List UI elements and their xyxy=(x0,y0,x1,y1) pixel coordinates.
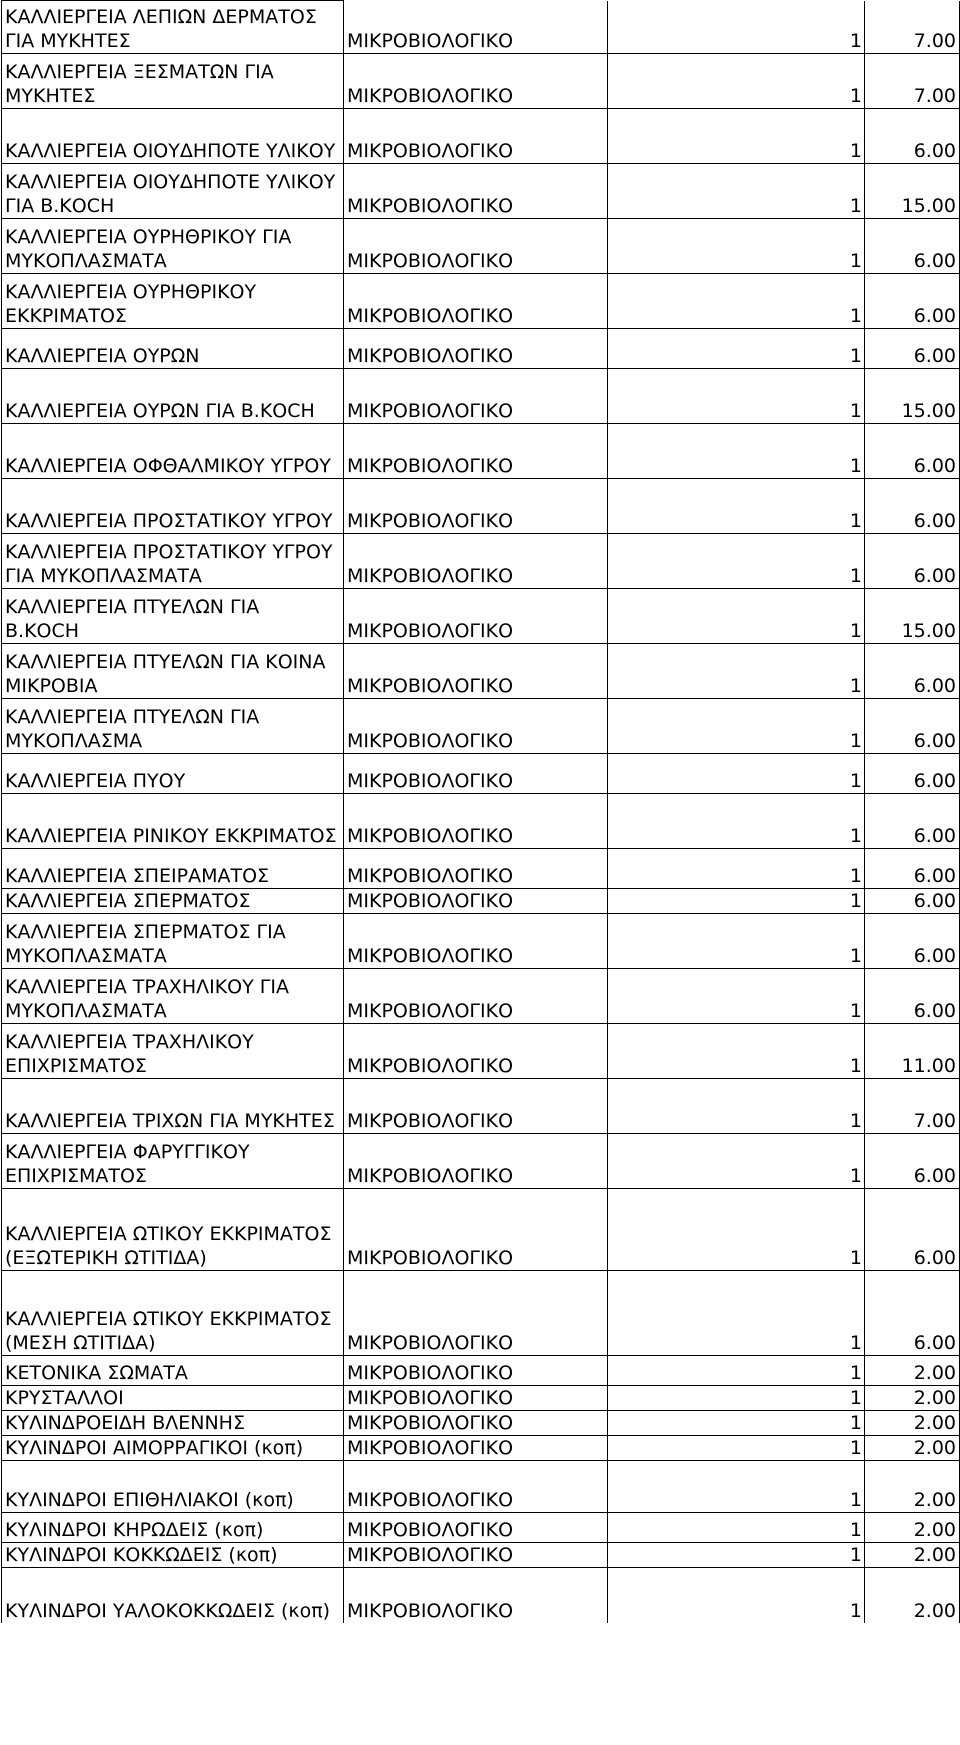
category-cell: ΜΙΚΡΟΒΙΟΛΟΓΙΚΟ xyxy=(344,914,608,969)
quantity-cell: 1 xyxy=(608,699,865,754)
test-name-cell: ΚΥΛΙΝΔΡΟΕΙΔΗ ΒΛΕΝΝΗΣ xyxy=(2,1411,344,1436)
category-cell: ΜΙΚΡΟΒΙΟΛΟΓΙΚΟ xyxy=(344,424,608,479)
price-cell: 2.00 xyxy=(865,1513,960,1543)
table-row xyxy=(2,1271,960,1356)
table-row xyxy=(2,589,960,644)
quantity-cell: 1 xyxy=(608,589,865,644)
test-name-cell: ΚΥΛΙΝΔΡΟΙ ΑΙΜΟΡΡΑΓΙΚΟΙ (κοπ) xyxy=(2,1436,344,1461)
quantity-cell: 1 xyxy=(608,369,865,424)
test-name-cell: ΚΑΛΛΙΕΡΓΕΙΑ ΦΑΡΥΓΓΙΚΟΥ ΕΠΙΧΡΙΣΜΑΤΟΣ xyxy=(2,1134,344,1189)
quantity-cell: 1 xyxy=(608,1436,865,1461)
category-cell: ΜΙΚΡΟΒΙΟΛΟΓΙΚΟ xyxy=(344,1134,608,1189)
table-row xyxy=(2,914,960,969)
price-cell: 6.00 xyxy=(865,479,960,534)
quantity-cell: 1 xyxy=(608,219,865,274)
table-row xyxy=(2,889,960,914)
quantity-cell: 1 xyxy=(608,1356,865,1386)
category-cell: ΜΙΚΡΟΒΙΟΛΟΓΙΚΟ xyxy=(344,1411,608,1436)
category-cell: ΜΙΚΡΟΒΙΟΛΟΓΙΚΟ xyxy=(344,969,608,1024)
test-name-cell: ΚΥΛΙΝΔΡΟΙ ΥΑΛΟΚΟΚΚΩΔΕΙΣ (κοπ) xyxy=(2,1568,344,1623)
table-row xyxy=(2,369,960,424)
price-cell: 2.00 xyxy=(865,1568,960,1623)
price-cell: 7.00 xyxy=(865,1079,960,1134)
table-row xyxy=(2,849,960,889)
category-cell: ΜΙΚΡΟΒΙΟΛΟΓΙΚΟ xyxy=(344,1189,608,1271)
test-name-cell: ΚΑΛΛΙΕΡΓΕΙΑ ΠΡΟΣΤΑΤΙΚΟΥ ΥΓΡΟΥ ΓΙΑ ΜΥΚΟΠΛΑΣΜΑΤΑ xyxy=(2,534,344,589)
test-name-cell: ΚΑΛΛΙΕΡΓΕΙΑ ΩΤΙΚΟΥ ΕΚΚΡΙΜΑΤΟΣ (ΕΞΩΤΕΡΙΚΗ ΩΤΙΤΙΔΑ) xyxy=(2,1189,344,1271)
table-row xyxy=(2,219,960,274)
category-cell: ΜΙΚΡΟΒΙΟΛΟΓΙΚΟ xyxy=(344,889,608,914)
table-row xyxy=(2,479,960,534)
category-cell: ΜΙΚΡΟΒΙΟΛΟΓΙΚΟ xyxy=(344,1543,608,1568)
price-cell: 6.00 xyxy=(865,644,960,699)
test-name-cell: ΚΥΛΙΝΔΡΟΙ ΕΠΙΘΗΛΙΑΚΟΙ (κοπ) xyxy=(2,1461,344,1513)
category-cell: ΜΙΚΡΟΒΙΟΛΟΓΙΚΟ xyxy=(344,1356,608,1386)
quantity-cell: 1 xyxy=(608,109,865,164)
test-name-cell: ΚΥΛΙΝΔΡΟΙ ΚΟΚΚΩΔΕΙΣ (κοπ) xyxy=(2,1543,344,1568)
quantity-cell: 1 xyxy=(608,754,865,794)
table-row xyxy=(2,54,960,109)
table-row xyxy=(2,424,960,479)
test-name-cell: ΚΑΛΛΙΕΡΓΕΙΑ ΞΕΣΜΑΤΩΝ ΓΙΑ ΜΥΚΗΤΕΣ xyxy=(2,54,344,109)
table-row xyxy=(2,969,960,1024)
table-row xyxy=(2,1543,960,1568)
table-row xyxy=(2,1189,960,1271)
test-name-cell: ΚΑΛΛΙΕΡΓΕΙΑ ΤΡΑΧΗΛΙΚΟΥ ΓΙΑ ΜΥΚΟΠΛΑΣΜΑΤΑ xyxy=(2,969,344,1024)
table-row xyxy=(2,794,960,849)
table-row xyxy=(2,1411,960,1436)
test-name-cell: ΚΑΛΛΙΕΡΓΕΙΑ ΣΠΕΡΜΑΤΟΣ ΓΙΑ ΜΥΚΟΠΛΑΣΜΑΤΑ xyxy=(2,914,344,969)
price-cell: 6.00 xyxy=(865,754,960,794)
price-cell: 6.00 xyxy=(865,1189,960,1271)
table-row xyxy=(2,109,960,164)
price-cell: 6.00 xyxy=(865,794,960,849)
price-cell: 2.00 xyxy=(865,1461,960,1513)
quantity-cell: 1 xyxy=(608,1386,865,1411)
category-cell: ΜΙΚΡΟΒΙΟΛΟΓΙΚΟ xyxy=(344,1568,608,1623)
category-cell: ΜΙΚΡΟΒΙΟΛΟΓΙΚΟ xyxy=(344,164,608,219)
category-cell: ΜΙΚΡΟΒΙΟΛΟΓΙΚΟ xyxy=(344,849,608,889)
price-cell: 15.00 xyxy=(865,589,960,644)
price-cell: 7.00 xyxy=(865,1,960,54)
category-cell: ΜΙΚΡΟΒΙΟΛΟΓΙΚΟ xyxy=(344,274,608,329)
table-row xyxy=(2,644,960,699)
table-row xyxy=(2,1436,960,1461)
category-cell: ΜΙΚΡΟΒΙΟΛΟΓΙΚΟ xyxy=(344,1024,608,1079)
category-cell: ΜΙΚΡΟΒΙΟΛΟΓΙΚΟ xyxy=(344,644,608,699)
quantity-cell: 1 xyxy=(608,329,865,369)
quantity-cell: 1 xyxy=(608,849,865,889)
test-name-cell: ΚΑΛΛΙΕΡΓΕΙΑ ΣΠΕΙΡΑΜΑΤΟΣ xyxy=(2,849,344,889)
quantity-cell: 1 xyxy=(608,1568,865,1623)
quantity-cell: 1 xyxy=(608,1079,865,1134)
price-cell: 6.00 xyxy=(865,424,960,479)
quantity-cell: 1 xyxy=(608,889,865,914)
quantity-cell: 1 xyxy=(608,534,865,589)
price-cell: 6.00 xyxy=(865,219,960,274)
price-cell: 2.00 xyxy=(865,1436,960,1461)
test-name-cell: ΚΑΛΛΙΕΡΓΕΙΑ ΤΡΑΧΗΛΙΚΟΥ ΕΠΙΧΡΙΣΜΑΤΟΣ xyxy=(2,1024,344,1079)
quantity-cell: 1 xyxy=(608,1271,865,1356)
table-row xyxy=(2,274,960,329)
category-cell: ΜΙΚΡΟΒΙΟΛΟΓΙΚΟ xyxy=(344,54,608,109)
price-cell: 6.00 xyxy=(865,1134,960,1189)
table-row xyxy=(2,1568,960,1623)
table-row xyxy=(2,754,960,794)
price-cell: 2.00 xyxy=(865,1543,960,1568)
category-cell: ΜΙΚΡΟΒΙΟΛΟΓΙΚΟ xyxy=(344,1461,608,1513)
quantity-cell: 1 xyxy=(608,1134,865,1189)
quantity-cell: 1 xyxy=(608,914,865,969)
price-cell: 6.00 xyxy=(865,534,960,589)
price-table-body xyxy=(2,1,960,1623)
test-name-cell: ΚΑΛΛΙΕΡΓΕΙΑ ΠΡΟΣΤΑΤΙΚΟΥ ΥΓΡΟΥ xyxy=(2,479,344,534)
test-name-cell: ΚΑΛΛΙΕΡΓΕΙΑ ΩΤΙΚΟΥ ΕΚΚΡΙΜΑΤΟΣ (ΜΕΣΗ ΩΤΙΤΙΔΑ) xyxy=(2,1271,344,1356)
category-cell: ΜΙΚΡΟΒΙΟΛΟΓΙΚΟ xyxy=(344,589,608,644)
category-cell: ΜΙΚΡΟΒΙΟΛΟΓΙΚΟ xyxy=(344,1271,608,1356)
table-row xyxy=(2,1024,960,1079)
test-name-cell: ΚΑΛΛΙΕΡΓΕΙΑ ΟΦΘΑΛΜΙΚΟΥ ΥΓΡΟΥ xyxy=(2,424,344,479)
quantity-cell: 1 xyxy=(608,1461,865,1513)
category-cell: ΜΙΚΡΟΒΙΟΛΟΓΙΚΟ xyxy=(344,794,608,849)
table-row xyxy=(2,1,960,54)
price-table xyxy=(1,0,960,1623)
test-name-cell: ΚΥΛΙΝΔΡΟΙ ΚΗΡΩΔΕΙΣ (κοπ) xyxy=(2,1513,344,1543)
price-cell: 6.00 xyxy=(865,889,960,914)
table-row xyxy=(2,1386,960,1411)
price-cell: 7.00 xyxy=(865,54,960,109)
category-cell: ΜΙΚΡΟΒΙΟΛΟΓΙΚΟ xyxy=(344,369,608,424)
table-row xyxy=(2,1513,960,1543)
test-name-cell: ΚΑΛΛΙΕΡΓΕΙΑ ΟΥΡΗΘΡΙΚΟΥ ΕΚΚΡΙΜΑΤΟΣ xyxy=(2,274,344,329)
quantity-cell: 1 xyxy=(608,164,865,219)
quantity-cell: 1 xyxy=(608,644,865,699)
test-name-cell: ΚΑΛΛΙΕΡΓΕΙΑ ΟΥΡΗΘΡΙΚΟΥ ΓΙΑ ΜΥΚΟΠΛΑΣΜΑΤΑ xyxy=(2,219,344,274)
test-name-cell: ΚΑΛΛΙΕΡΓΕΙΑ ΠΤΥΕΛΩΝ ΓΙΑ Β.ΚΟCH xyxy=(2,589,344,644)
quantity-cell: 1 xyxy=(608,1543,865,1568)
quantity-cell: 1 xyxy=(608,274,865,329)
quantity-cell: 1 xyxy=(608,794,865,849)
price-cell: 6.00 xyxy=(865,329,960,369)
price-cell: 6.00 xyxy=(865,699,960,754)
test-name-cell: ΚΑΛΛΙΕΡΓΕΙΑ ΠΥΟΥ xyxy=(2,754,344,794)
table-row xyxy=(2,164,960,219)
test-name-cell: ΚΑΛΛΙΕΡΓΕΙΑ ΤΡΙΧΩΝ ΓΙΑ ΜΥΚΗΤΕΣ xyxy=(2,1079,344,1134)
price-cell: 2.00 xyxy=(865,1386,960,1411)
quantity-cell: 1 xyxy=(608,1513,865,1543)
price-cell: 11.00 xyxy=(865,1024,960,1079)
test-name-cell: ΚΑΛΛΙΕΡΓΕΙΑ ΟΙΟΥΔΗΠΟΤΕ ΥΛΙΚΟΥ ΓΙΑ Β.ΚΟCH xyxy=(2,164,344,219)
table-row xyxy=(2,699,960,754)
test-name-cell: ΚΑΛΛΙΕΡΓΕΙΑ ΟΙΟΥΔΗΠΟΤΕ ΥΛΙΚΟΥ xyxy=(2,109,344,164)
table-row xyxy=(2,534,960,589)
category-cell: ΜΙΚΡΟΒΙΟΛΟΓΙΚΟ xyxy=(344,479,608,534)
category-cell: ΜΙΚΡΟΒΙΟΛΟΓΙΚΟ xyxy=(344,1386,608,1411)
test-name-cell: ΚΑΛΛΙΕΡΓΕΙΑ ΠΤΥΕΛΩΝ ΓΙΑ ΚΟΙΝΑ ΜΙΚΡΟΒΙΑ xyxy=(2,644,344,699)
table-row xyxy=(2,1461,960,1513)
price-cell: 6.00 xyxy=(865,914,960,969)
price-cell: 15.00 xyxy=(865,164,960,219)
test-name-cell: ΚΡΥΣΤΑΛΛΟΙ xyxy=(2,1386,344,1411)
test-name-cell: ΚΑΛΛΙΕΡΓΕΙΑ ΡΙΝΙΚΟΥ ΕΚΚΡΙΜΑΤΟΣ xyxy=(2,794,344,849)
price-cell: 6.00 xyxy=(865,1271,960,1356)
price-cell: 2.00 xyxy=(865,1411,960,1436)
test-name-cell: ΚΕΤΟΝΙΚΑ ΣΩΜΑΤΑ xyxy=(2,1356,344,1386)
test-name-cell: ΚΑΛΛΙΕΡΓΕΙΑ ΠΤΥΕΛΩΝ ΓΙΑ ΜΥΚΟΠΛΑΣΜΑ xyxy=(2,699,344,754)
quantity-cell: 1 xyxy=(608,479,865,534)
test-name-cell: ΚΑΛΛΙΕΡΓΕΙΑ ΟΥΡΩΝ ΓΙΑ Β.ΚΟCH xyxy=(2,369,344,424)
quantity-cell: 1 xyxy=(608,54,865,109)
quantity-cell: 1 xyxy=(608,1411,865,1436)
price-cell: 2.00 xyxy=(865,1356,960,1386)
table-row xyxy=(2,1134,960,1189)
price-cell: 6.00 xyxy=(865,274,960,329)
category-cell: ΜΙΚΡΟΒΙΟΛΟΓΙΚΟ xyxy=(344,699,608,754)
category-cell: ΜΙΚΡΟΒΙΟΛΟΓΙΚΟ xyxy=(344,1079,608,1134)
quantity-cell: 1 xyxy=(608,424,865,479)
quantity-cell: 1 xyxy=(608,1189,865,1271)
category-cell: ΜΙΚΡΟΒΙΟΛΟΓΙΚΟ xyxy=(344,534,608,589)
table-row xyxy=(2,329,960,369)
price-cell: 15.00 xyxy=(865,369,960,424)
quantity-cell: 1 xyxy=(608,1024,865,1079)
price-cell: 6.00 xyxy=(865,109,960,164)
category-cell: ΜΙΚΡΟΒΙΟΛΟΓΙΚΟ xyxy=(344,329,608,369)
table-row xyxy=(2,1079,960,1134)
test-name-cell: ΚΑΛΛΙΕΡΓΕΙΑ ΛΕΠΙΩΝ ΔΕΡΜΑΤΟΣ ΓΙΑ ΜΥΚΗΤΕΣ xyxy=(2,1,344,54)
quantity-cell: 1 xyxy=(608,969,865,1024)
category-cell: ΜΙΚΡΟΒΙΟΛΟΓΙΚΟ xyxy=(344,754,608,794)
test-name-cell: ΚΑΛΛΙΕΡΓΕΙΑ ΣΠΕΡΜΑΤΟΣ xyxy=(2,889,344,914)
category-cell: ΜΙΚΡΟΒΙΟΛΟΓΙΚΟ xyxy=(344,1436,608,1461)
quantity-cell: 1 xyxy=(608,1,865,54)
category-cell: ΜΙΚΡΟΒΙΟΛΟΓΙΚΟ xyxy=(344,109,608,164)
price-cell: 6.00 xyxy=(865,849,960,889)
test-name-cell: ΚΑΛΛΙΕΡΓΕΙΑ ΟΥΡΩΝ xyxy=(2,329,344,369)
table-row xyxy=(2,1356,960,1386)
category-cell: ΜΙΚΡΟΒΙΟΛΟΓΙΚΟ xyxy=(344,1513,608,1543)
category-cell: ΜΙΚΡΟΒΙΟΛΟΓΙΚΟ xyxy=(344,219,608,274)
category-cell: ΜΙΚΡΟΒΙΟΛΟΓΙΚΟ xyxy=(344,1,608,54)
price-cell: 6.00 xyxy=(865,969,960,1024)
